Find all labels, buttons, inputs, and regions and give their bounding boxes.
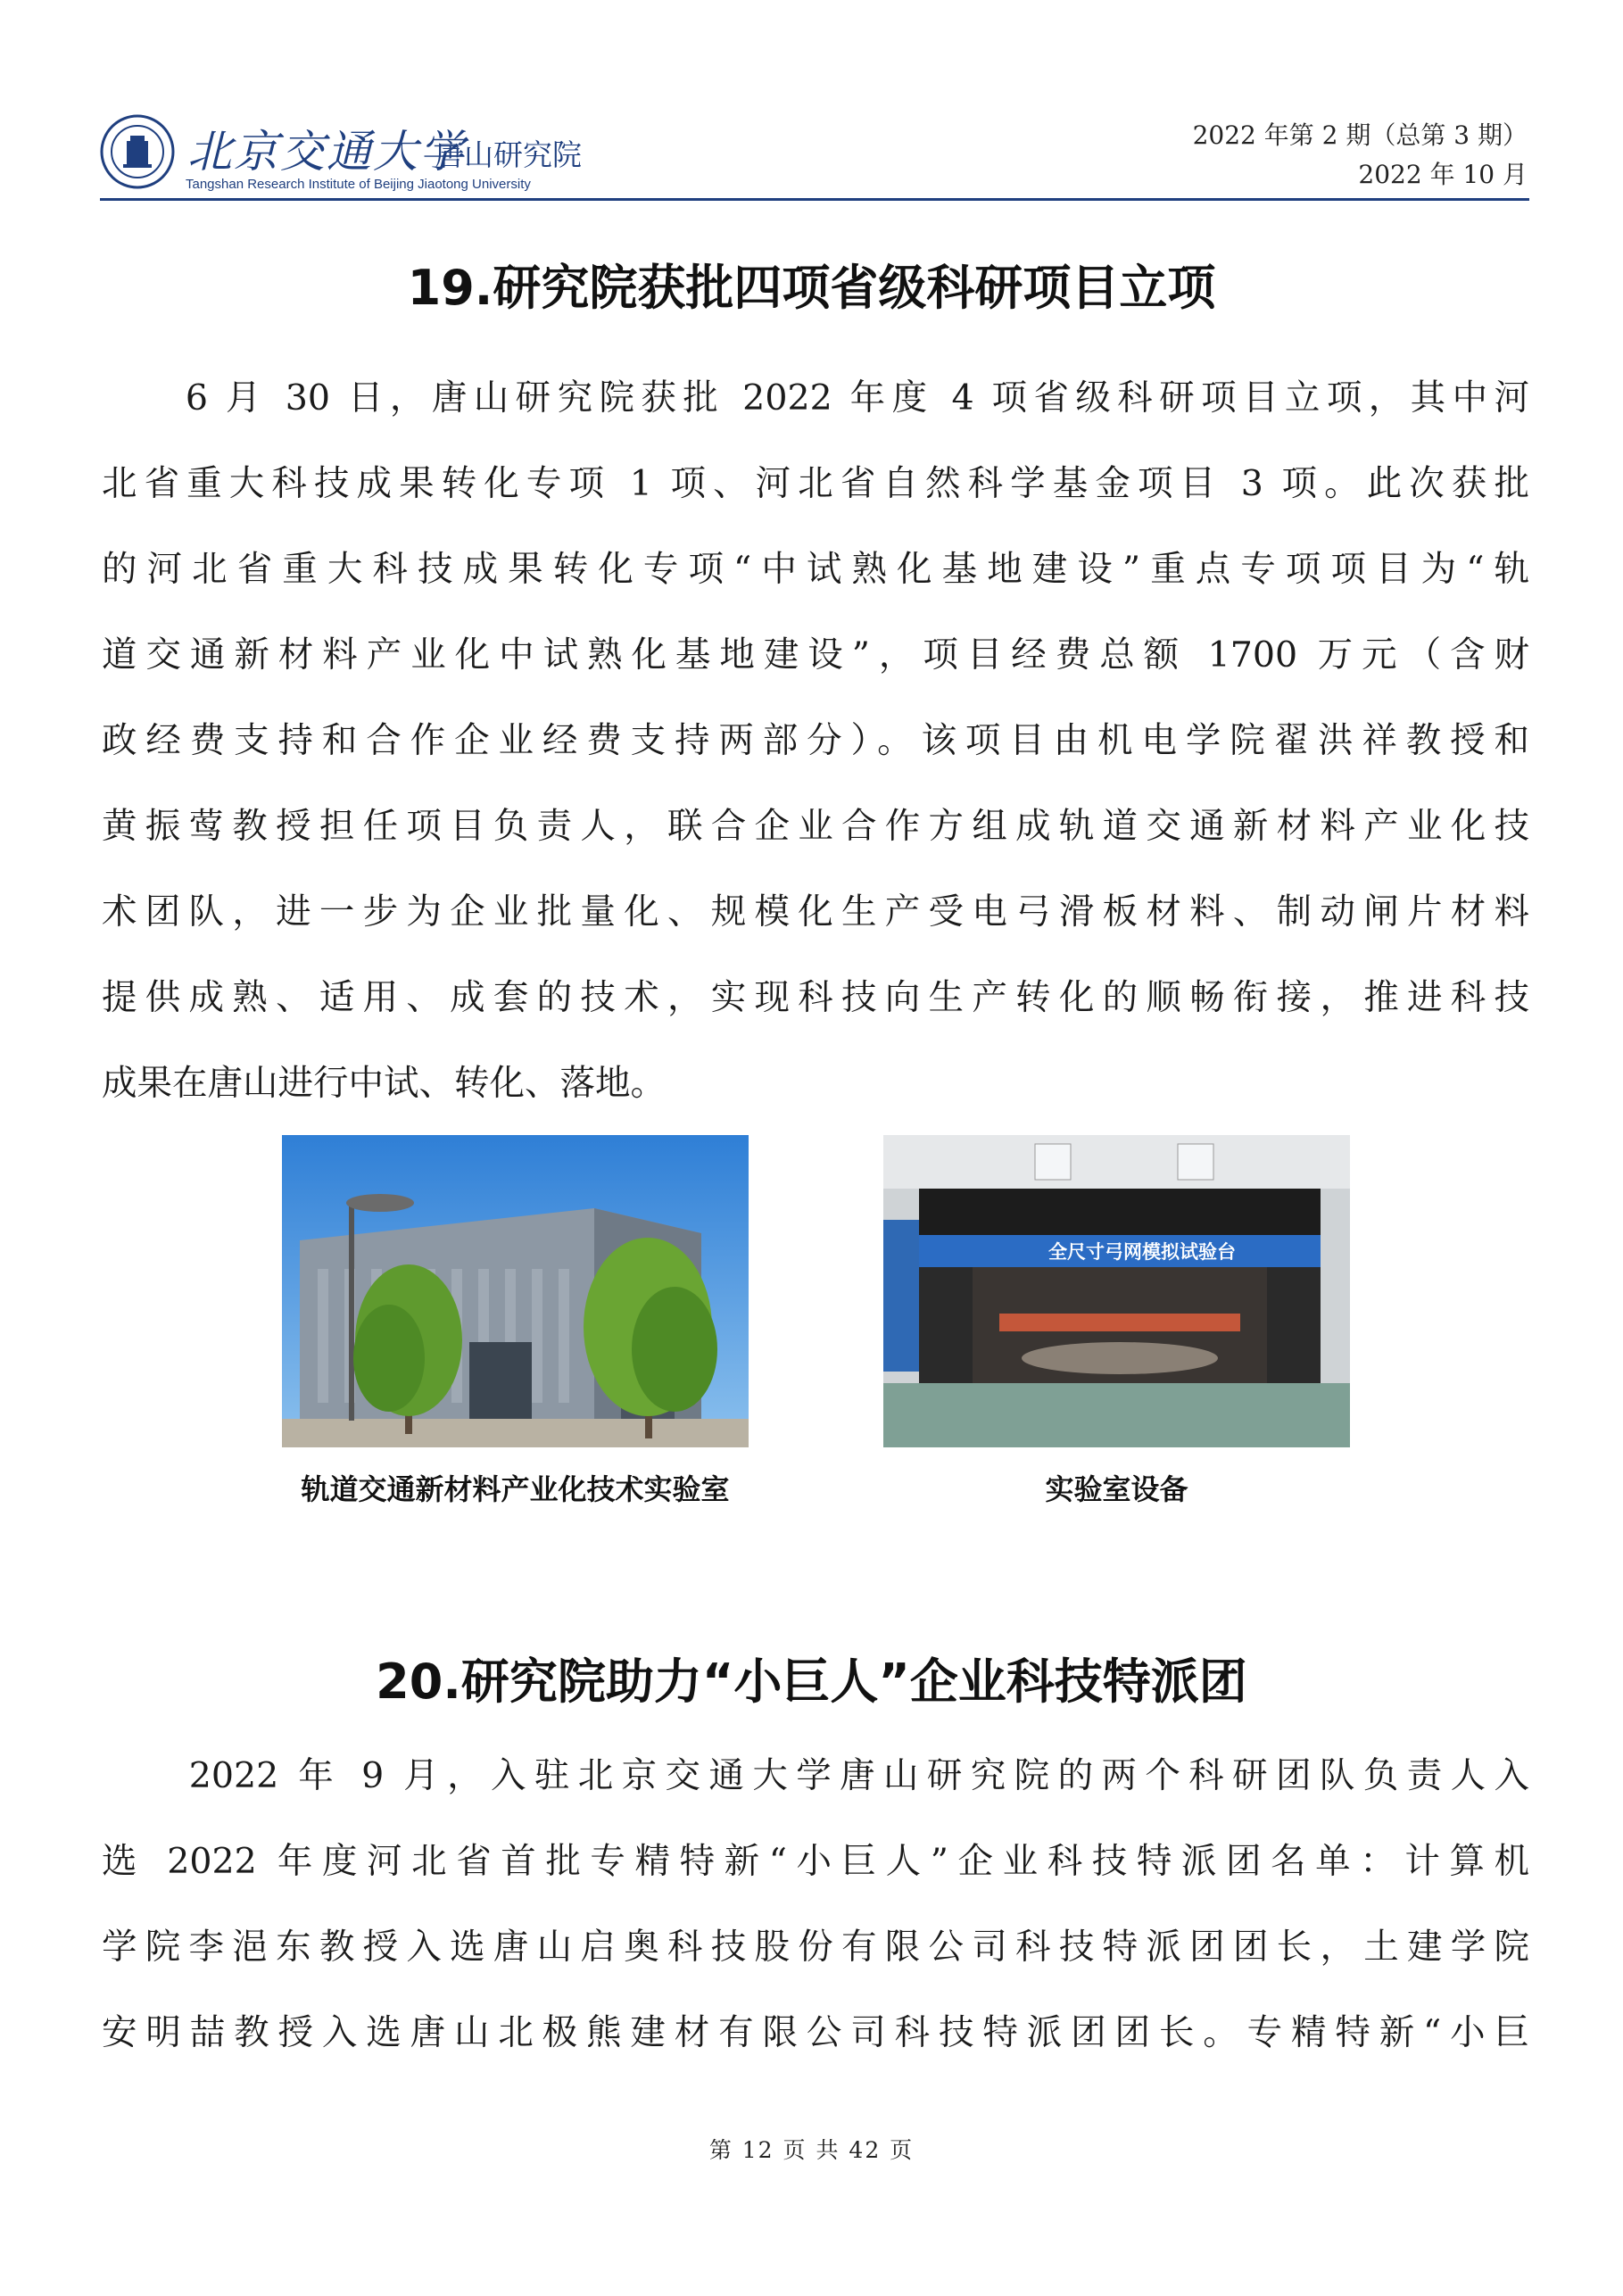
logo-english-name: Tangshan Research Institute of Beijing Jiaotong University	[186, 177, 531, 192]
paragraph-line: 黄振莺教授担任项目负责人，联合企业合作方组成轨道交通新材料产业化技	[102, 806, 1529, 847]
paragraph-line: 学院李浥东教授入选唐山启奥科技股份有限公司科技特派团团长，土建学院	[102, 1927, 1529, 1968]
paragraph-line: 北省重大科技成果转化专项 1 项、河北省自然科学基金项目 3 项。此次获批	[102, 463, 1529, 504]
laboratory-building-image	[282, 1135, 749, 1447]
paragraph-line: 的河北省重大科技成果转化专项“中试熟化基地建设”重点专项项目为“轨	[102, 549, 1529, 590]
paragraph-line: 道交通新材料产业化中试熟化基地建设”，项目经费总额 1700 万元（含财	[102, 634, 1529, 676]
section-19-body	[102, 355, 1529, 1126]
photo-2-caption: 实验室设备	[1045, 1472, 1188, 1506]
issue-number: 2022 年第 2 期（总第 3 期）	[1192, 120, 1528, 150]
photo-laboratory-equipment	[883, 1135, 1350, 1447]
paragraph-line: 安明喆教授入选唐山北极熊建材有限公司科技特派团团长。专精特新“小巨	[102, 2012, 1529, 2053]
university-seal-icon	[100, 114, 175, 189]
issue-info	[1193, 116, 1528, 195]
issue-date: 2022 年 10 月	[1358, 160, 1528, 189]
photo-laboratory-building	[282, 1135, 749, 1447]
logo-university-name: 北京交通大学	[187, 126, 466, 178]
photo-1-caption: 轨道交通新材料产业化技术实验室	[301, 1472, 730, 1506]
section-20-body	[102, 1733, 1529, 2076]
page-number: 第 12 页 共 42 页	[708, 2137, 915, 2163]
paragraph-line: 术团队，进一步为企业批量化、规模化生产受电弓滑板材料、制动闸片材料	[102, 891, 1529, 932]
paragraph-line: 政经费支持和合作企业经费支持两部分）。该项目由机电学院翟洪祥教授和	[102, 720, 1529, 761]
page-header	[100, 105, 1528, 203]
paragraph-line: 2022 年 9 月，入驻北京交通大学唐山研究院的两个科研团队负责人入	[102, 1755, 1529, 1796]
paragraph-line: 6 月 30 日，唐山研究院获批 2022 年度 4 项省级科研项目立项，其中河	[102, 377, 1529, 419]
paragraph-line: 提供成熟、适用、成套的技术，实现科技向生产转化的顺畅衔接，推进科技	[102, 977, 1529, 1018]
logo-institute-name: 唐山研究院	[435, 137, 582, 172]
section-19-title: 19.研究院获批四项省级科研项目立项	[407, 260, 1216, 316]
paragraph-line: 成果在唐山进行中试、转化、落地。	[102, 1063, 666, 1104]
paragraph-line: 选 2022 年度河北省首批专精特新“小巨人”企业科技特派团名单：计算机	[102, 1841, 1529, 1882]
header-divider	[100, 198, 1529, 201]
section-20-title: 20.研究院助力“小巨人”企业科技特派团	[376, 1654, 1247, 1710]
equipment-sign: 全尺寸弓网模拟试验台	[1048, 1241, 1236, 1263]
laboratory-equipment-image	[883, 1135, 1350, 1447]
